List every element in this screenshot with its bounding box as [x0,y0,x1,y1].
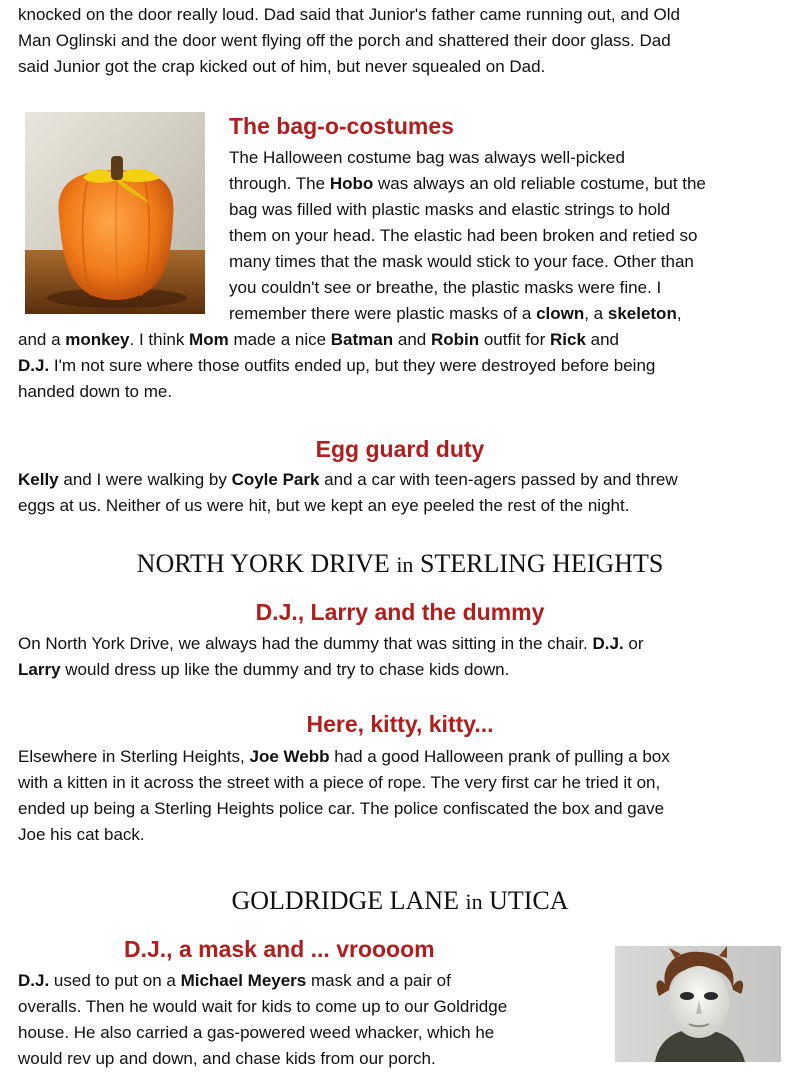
dummy-line: On North York Drive, we always had the dummy that was sitting in the chair. D.J. or [18,634,644,653]
intro-line: knocked on the door really loud. Dad said that Junior's father came running out, and Old [18,5,680,24]
bag-line: you couldn't see or breathe, the plastic masks were fine. I [229,278,662,297]
kitty-heading: Here, kitty, kitty... [306,711,494,737]
bag-line: bag was filled with plastic masks and elastic strings to hold [229,200,671,219]
dummy-heading: D.J., Larry and the dummy [255,599,545,625]
mask-photo [615,946,781,1062]
bag-line: The Halloween costume bag was always well-picked [229,148,625,167]
intro-line: said Junior got the crap kicked out of him, but never squealed on Dad. [18,57,546,76]
dummy-paragraph [18,631,644,683]
egg-line: eggs at us. Neither of us were hit, but we kept an eye peeled the rest of the night. [18,496,630,515]
mask-line: house. He also carried a gas-powered weed whacker, which he [18,1023,495,1042]
mask-line: would rev up and down, and chase kids from our porch. [18,1049,436,1068]
bag-heading: The bag-o-costumes [229,113,454,139]
mask-paragraph [18,968,507,1072]
pumpkin-photo [25,112,205,314]
intro-paragraph [18,2,680,80]
kitty-line: Elsewhere in Sterling Heights, Joe Webb had a good Halloween prank of pulling a box [18,747,670,766]
egg-heading: Egg guard duty [315,436,485,462]
bag-line: D.J. I'm not sure where those outfits ended up, but they were destroyed before being [18,356,656,375]
intro-line: Man Oglinski and the door went flying off the porch and shattered their door glass. Dad [18,31,671,50]
dummy-line: Larry would dress up like the dummy and try to chase kids down. [18,660,510,679]
egg-line: Kelly and I were walking by Coyle Park and a car with teen-agers passed by and threw [18,470,678,489]
mask-heading: D.J., a mask and ... vroooom [124,936,435,962]
mask-line: D.J. used to put on a Michael Meyers mask and a pair of [18,971,451,990]
bag-paragraph-full [18,327,655,405]
kitty-paragraph [18,744,670,848]
egg-paragraph [18,467,678,519]
bag-line: remember there were plastic masks of a clown, a skeleton, [229,304,682,323]
bag-line: them on your head. The elastic had been broken and retied so [229,226,698,245]
kitty-line: with a kitten in it across the street with a piece of rope. The very first car he tried it on, [18,773,661,792]
bag-line: many times that the mask would stick to your face. Other than [229,252,694,271]
bag-line: and a monkey. I think Mom made a nice Batman and Robin outfit for Rick and [18,330,619,349]
bag-line: handed down to me. [18,382,173,401]
bag-line: through. The Hobo was always an old reliable costume, but the [229,174,706,193]
kitty-line: Joe his cat back. [18,825,145,844]
bag-paragraph-right [229,145,706,327]
kitty-line: ended up being a Sterling Heights police car. The police confiscated the box and gave [18,799,665,818]
section-heading-goldridge: GOLDRIDGE LANE in UTICA [231,886,569,915]
section-heading-north-york: NORTH YORK DRIVE in STERLING HEIGHTS [136,549,664,578]
mask-line: overalls. Then he would wait for kids to come up to our Goldridge [18,997,508,1016]
